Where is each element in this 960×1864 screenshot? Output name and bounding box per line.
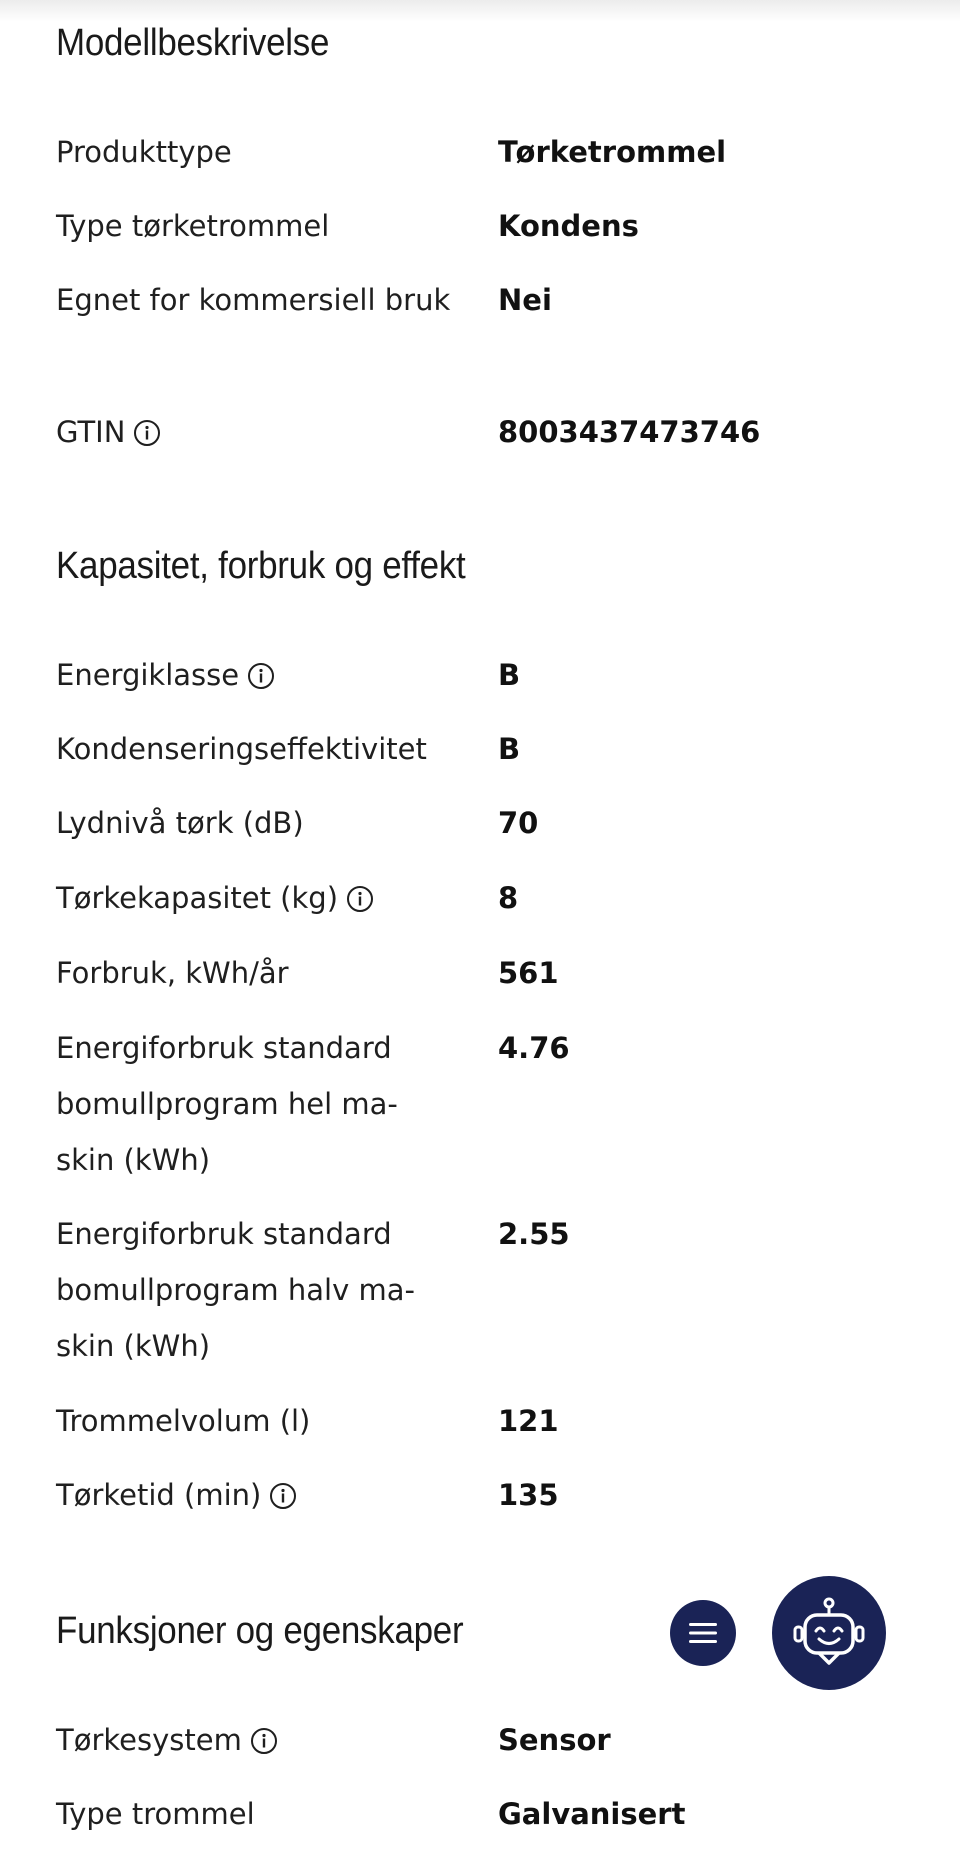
spec-label: Type trommel xyxy=(56,1797,255,1831)
info-icon[interactable] xyxy=(133,419,161,447)
menu-button[interactable] xyxy=(670,1600,736,1666)
spec-value: B xyxy=(498,732,521,766)
info-icon[interactable] xyxy=(346,885,374,913)
info-icon[interactable] xyxy=(247,662,275,690)
spec-label: Egnet for kommersiell bruk xyxy=(56,283,451,317)
spec-value: 135 xyxy=(498,1478,559,1512)
spec-value: 8 xyxy=(498,881,519,915)
info-icon[interactable] xyxy=(269,1482,297,1510)
spec-label: Lydnivå tørk (dB) xyxy=(56,806,304,840)
info-icon[interactable] xyxy=(250,1727,278,1755)
top-shadow xyxy=(0,0,960,22)
spec-value: 561 xyxy=(498,956,559,990)
spec-label-wrap xyxy=(56,404,456,460)
spec-label-wrap xyxy=(56,870,456,926)
spec-value: 70 xyxy=(498,806,539,840)
assistant-button[interactable] xyxy=(772,1576,886,1690)
spec-label: Tørkekapasitet (kg) xyxy=(56,881,339,915)
spec-label: Forbruk, kWh/år xyxy=(56,956,289,990)
spec-label: Produkttype xyxy=(56,135,232,169)
spec-value: Sensor xyxy=(498,1723,611,1757)
spec-label: Energiforbruk standard bomullprogram halv ma-skin (kWh) xyxy=(56,1217,415,1363)
section-title: Kapasitet, forbruk og effekt xyxy=(56,545,466,587)
spec-value: 4.76 xyxy=(498,1031,570,1065)
spec-value: Kondens xyxy=(498,209,639,243)
spec-label: Tørketid (min) xyxy=(56,1478,262,1512)
spec-label: Energiklasse xyxy=(56,658,240,692)
menu-icon xyxy=(686,1618,720,1648)
section-title: Funksjoner og egenskaper xyxy=(56,1610,464,1652)
spec-label: Trommelvolum (l) xyxy=(56,1404,311,1438)
spec-label-wrap xyxy=(56,647,456,703)
spec-label: Type tørketrommel xyxy=(56,209,330,243)
spec-label: GTIN xyxy=(56,415,126,449)
spec-value: Tørketrommel xyxy=(498,135,727,169)
spec-value: Nei xyxy=(498,283,552,317)
robot-icon xyxy=(789,1593,869,1673)
spec-label: Tørkesystem xyxy=(56,1723,242,1757)
spec-label-wrap xyxy=(56,1467,456,1523)
spec-label-wrap xyxy=(56,1712,456,1768)
section-title: Modellbeskrivelse xyxy=(56,22,330,64)
spec-label: Kondenseringseffektivitet xyxy=(56,732,427,766)
spec-value: 2.55 xyxy=(498,1217,570,1251)
spec-value: 121 xyxy=(498,1404,559,1438)
spec-label: Energiforbruk standard bomullprogram hel ma-skin (kWh) xyxy=(56,1031,398,1177)
spec-value: B xyxy=(498,658,521,692)
spec-value: 8003437473746 xyxy=(498,415,761,449)
spec-value: Galvanisert xyxy=(498,1797,686,1831)
